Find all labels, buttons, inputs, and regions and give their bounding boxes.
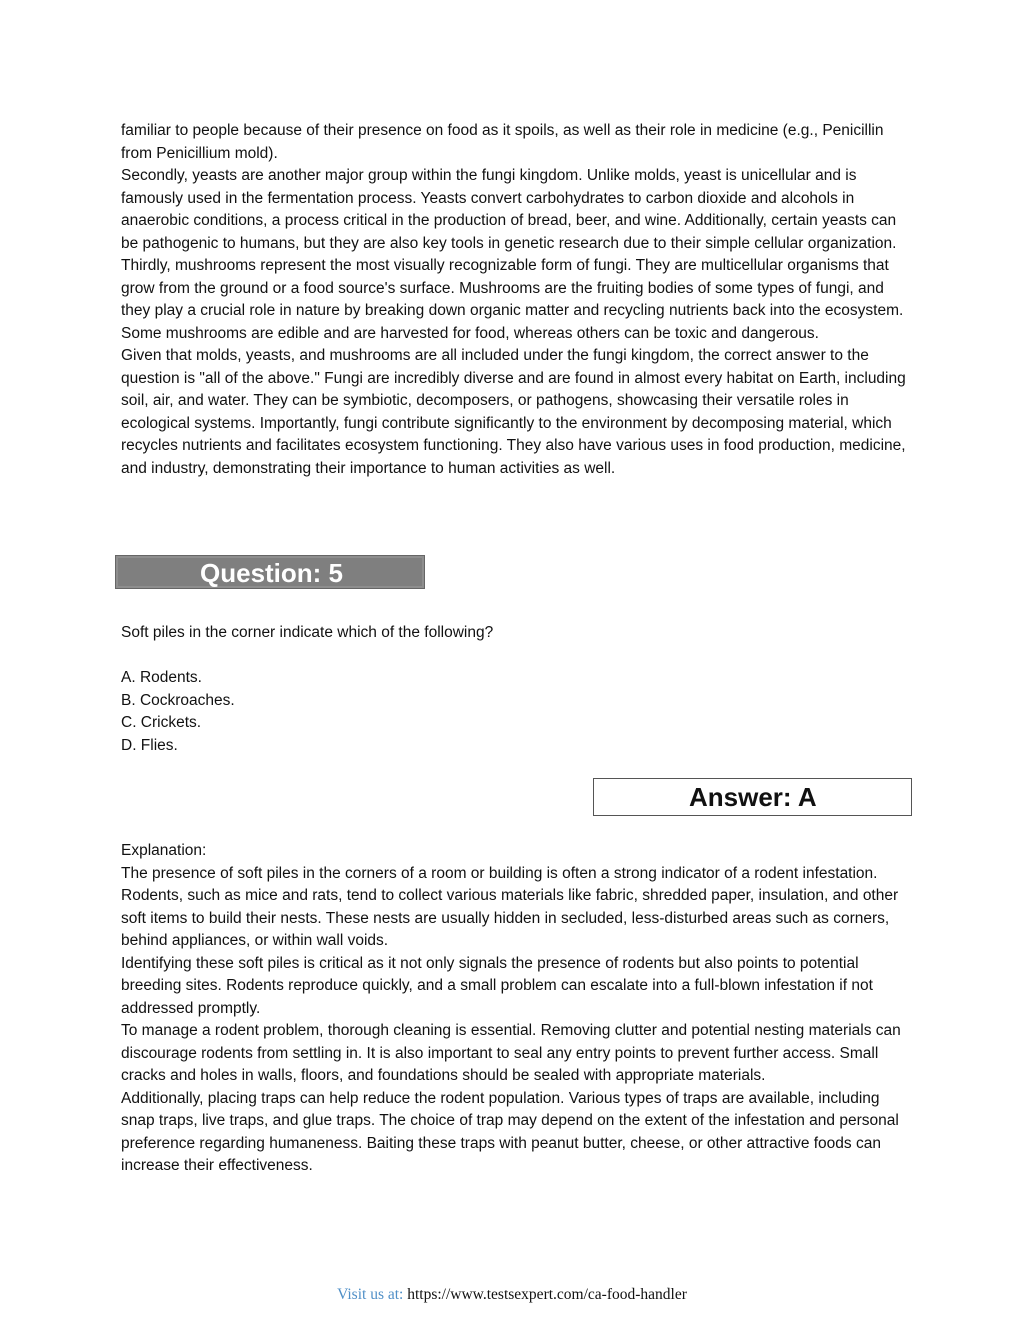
answer-options	[121, 667, 911, 757]
paragraph: Thirdly, mushrooms represent the most visually recognizable form of fungi. They are multicellular organisms that grow from the ground or a food source's surface. Mushrooms are the fruiting bodies of some types of fungi, and they play a crucial role in nature by breaking down organic matter and recycling nutrients back into the ecosystem. Some mushrooms are edible and are harvested for food, whereas others can be toxic and dangerous.	[121, 257, 904, 342]
footer-url-link[interactable]: https://www.testsexpert.com/ca-food-handler	[407, 1286, 687, 1303]
answer-label: Answer: A	[689, 782, 817, 812]
explanation-heading: Explanation:	[121, 842, 207, 859]
option-d: D. Flies.	[121, 736, 178, 754]
paragraph: Given that molds, yeasts, and mushrooms are all included under the fungi kingdom, the correct answer to the question is "all of the above." Fungi are incredibly diverse and are found in almost every habitat on Earth, including soil, air, and water. They can be symbiotic, decomposers, or pathogens, showcasing their versatile roles in ecological systems. Importantly, fungi contribute significantly to the environment by decomposing material, which recycles nutrients and facilitates ecosystem functioning. They also have various uses in food production, medicine, and industry, demonstrating their importance to human activities as well.	[121, 347, 906, 477]
option-c: C. Crickets.	[121, 714, 202, 731]
question-title: Question: 5	[200, 558, 344, 588]
option-b: B. Cockroaches.	[121, 691, 235, 709]
paragraph: Secondly, yeasts are another major group within the fungi kingdom. Unlike molds, yeast is unicellular and is famously used in the fermentation process. Yeasts convert carbohydrates to carbon dioxide and alcohols in anaerobic conditions, a process critical in the production of bread, beer, and wine. Additionally, certain yeasts can be pathogenic to humans, but they are also key tools in genetic research due to their simple cellular organization.	[121, 167, 897, 252]
paragraph: familiar to people because of their presence on food as it spoils, as well as their role in medicine (e.g., Penicillin from Penicillium mold).	[121, 122, 884, 162]
footer-visit-label: Visit us at:	[337, 1286, 404, 1303]
question-text	[121, 622, 911, 645]
paragraph: To manage a rodent problem, thorough cleaning is essential. Removing clutter and potential nesting materials can discourage rodents from settling in. It is also important to seal any entry points to prevent further access. Small cracks and holes in walls, floors, and foundations should be sealed with appropriate materials.	[121, 1022, 901, 1084]
previous-explanation	[121, 120, 911, 480]
paragraph: The presence of soft piles in the corners of a room or building is often a strong indicator of a rodent infestation. Rodents, such as mice and rats, tend to collect various materials like fabric, shredded paper, insulation, and other soft items to build their nests. These nests are usually hidden in secluded, less-disturbed areas such as corners, behind appliances, or within wall voids.	[121, 864, 899, 949]
option-a: A. Rodents.	[121, 669, 202, 686]
paragraph: Additionally, placing traps can help reduce the rodent population. Various types of traps are available, including snap traps, live traps, and glue traps. The choice of trap may depend on the extent of the infestation and personal preference regarding humaneness. Baiting these traps with peanut butter, cheese, or other attractive foods can increase their effectiveness.	[121, 1089, 899, 1174]
explanation	[121, 840, 911, 1178]
question-prompt: Soft piles in the corner indicate which of the following?	[121, 624, 494, 641]
paragraph: Identifying these soft piles is critical as it not only signals the presence of rodents but also points to potential breeding sites. Rodents reproduce quickly, and a small problem can escalate into a full-blown infestation if not addressed promptly.	[121, 954, 873, 1017]
answer-box	[593, 778, 912, 816]
page-footer	[0, 1285, 1024, 1305]
question-header	[115, 555, 425, 589]
